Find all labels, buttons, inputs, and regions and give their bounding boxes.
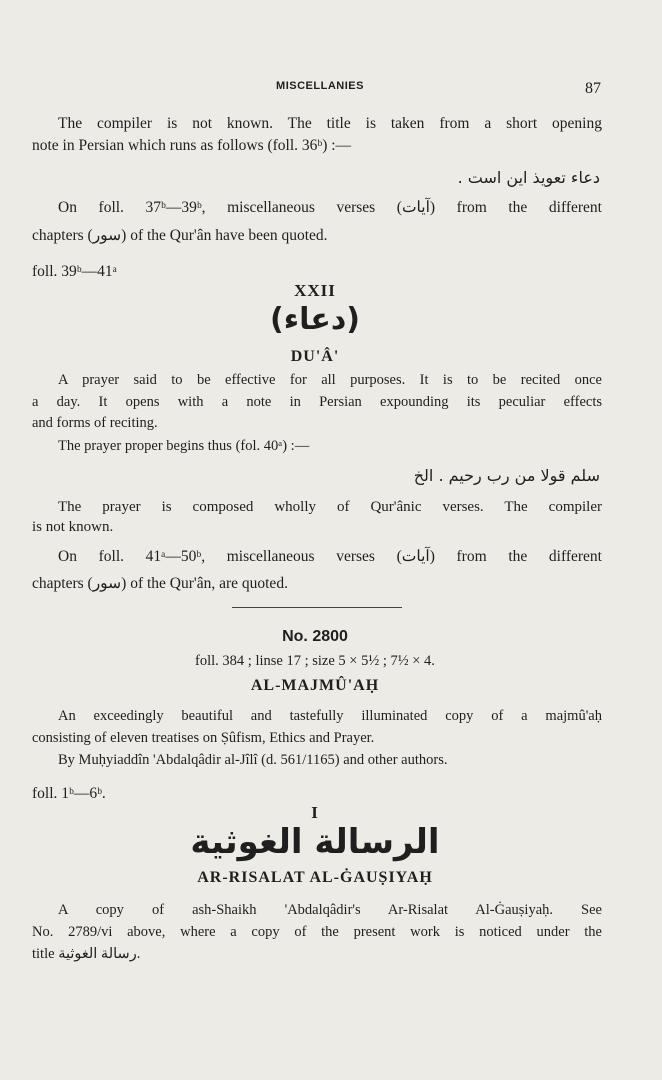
- description-line: a day. It opens with a note in Persian expounding its peculiar effects: [32, 394, 602, 410]
- arabic-section-title: (دعاء): [270, 302, 360, 337]
- section-numeral: XXII: [294, 281, 336, 300]
- description-line: No. 2789/vi above, where a copy of the present work is noticed under the: [32, 924, 602, 940]
- description-line: title رسالة الغوثية.: [32, 946, 141, 962]
- entry-title: AL-MAJMÛ'AḤ: [250, 677, 380, 694]
- section-title: DU'Â': [290, 348, 340, 365]
- arabic-incipit: سلم قولا من رب رحيم . الخ: [413, 466, 600, 485]
- intro-paragraph-line: note in Persian which runs as follows (foll. 36ᵇ) :—: [32, 137, 352, 154]
- description-line: A copy of ash-Shaikh 'Abdalqâdir's Ar-Risalat Al-Ġauṣiyaḥ. See: [58, 902, 602, 918]
- page-number: 87: [585, 80, 601, 97]
- description-line: The prayer is composed wholly of Qur'ânic verses. The compiler: [58, 499, 602, 515]
- section-divider: [232, 607, 402, 608]
- description-line: chapters (سور) of the Qur'ân, are quoted.: [32, 575, 288, 592]
- description-line: consisting of eleven treatises on Ṣûfism, Ethics and Prayer.: [32, 730, 375, 746]
- folio-range: foll. 39ᵇ—41ᵃ: [32, 263, 117, 280]
- folio-range: foll. 1ᵇ—6ᵇ.: [32, 785, 106, 802]
- arabic-section-title: الرسالة الغوثية: [190, 822, 440, 862]
- section-title: AR-RISALAT AL-ĠAUṢIYAḤ: [197, 869, 433, 886]
- description-line: An exceedingly beautiful and tastefully illuminated copy of a majmû'aḥ: [58, 708, 602, 724]
- arabic-note: دعاء تعويذ اين است .: [457, 168, 600, 187]
- section-numeral: I: [311, 803, 319, 822]
- description-line: On foll. 41ᵃ—50ᵇ, miscellaneous verses (آيات) from the different: [58, 548, 602, 565]
- description-line: and forms of reciting.: [32, 415, 158, 431]
- entry-details: foll. 384 ; linse 17 ; size 5 × 5½ ; 7½ × 4.: [195, 653, 435, 669]
- intro-paragraph-line: On foll. 37ᵇ—39ᵇ, miscellaneous verses (آيات) from the different: [58, 199, 602, 216]
- description-line: A prayer said to be effective for all purposes. It is to be recited once: [58, 372, 602, 388]
- intro-paragraph-line: The compiler is not known. The title is taken from a short opening: [58, 115, 602, 132]
- description-line: The prayer proper begins thus (fol. 40ᵃ) :—: [58, 438, 310, 454]
- description-line: is not known.: [32, 519, 114, 535]
- intro-paragraph-line: chapters (سور) of the Qur'ân have been quoted.: [32, 227, 328, 244]
- entry-number: No. 2800: [282, 628, 348, 645]
- running-title: MISCELLANIES: [276, 80, 364, 92]
- author-line: By Muḥyiaddîn 'Abdalqâdir al-Jîlî (d. 561/1165) and other authors.: [58, 752, 448, 768]
